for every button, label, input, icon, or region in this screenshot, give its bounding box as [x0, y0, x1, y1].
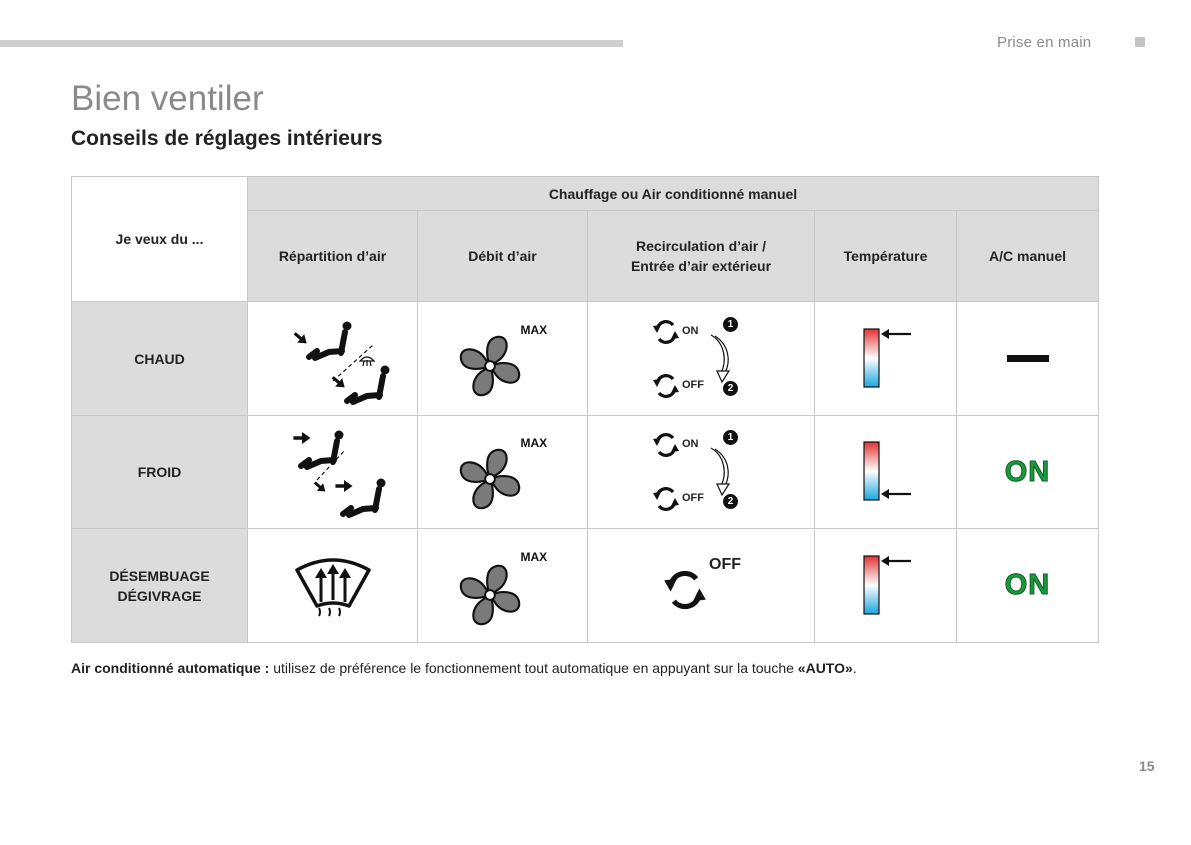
fan-icon [455, 331, 525, 401]
recirc-off-label: OFF [682, 378, 704, 391]
footer-note-key: «AUTO» [797, 660, 853, 676]
footer-note [71, 660, 857, 676]
windshield-defrost-icon [293, 554, 373, 618]
row-header-label: Je veux du ... [72, 177, 248, 302]
footer-note-lead: Air conditionné automatique : [71, 660, 270, 676]
col-header-recirculation [588, 211, 815, 302]
row-label-line1: DÉSEMBUAGE [109, 567, 210, 584]
ac-on-label: ON [1004, 569, 1051, 601]
recirculation-icon [651, 371, 681, 401]
temperature-low-icon [856, 440, 916, 504]
step-2-badge: 2 [723, 494, 738, 509]
air-distribution-cell [248, 302, 418, 416]
temperature-high-icon [856, 554, 916, 618]
fan-icon [455, 444, 525, 514]
air-distribution-cell [248, 416, 418, 529]
fan-icon [455, 560, 525, 630]
col-header-debit: Débit d’air [418, 211, 588, 302]
ac-cell [957, 529, 1099, 643]
col-header-temperature: Température [815, 211, 957, 302]
curved-arrow-icon [707, 446, 737, 498]
recirculation-icon [651, 430, 681, 460]
row-label-froid: FROID [72, 416, 248, 529]
temperature-high-icon [856, 327, 916, 391]
ac-on-label: ON [1004, 455, 1051, 488]
row-label-line2: DÉGIVRAGE [117, 587, 202, 604]
fan-max-label: MAX [520, 549, 548, 564]
ac-cell [957, 302, 1099, 416]
recirculation-icon [651, 317, 681, 347]
air-distribution-cool-icon [273, 422, 393, 522]
fan-speed-cell [418, 416, 588, 529]
fan-speed-cell [418, 302, 588, 416]
col-header-repartition: Répartition d’air [248, 211, 418, 302]
recirc-on-label: ON [682, 324, 699, 337]
col-header-ac: A/C manuel [957, 211, 1099, 302]
recirculation-cell [588, 529, 815, 643]
page-number: 15 [1139, 758, 1155, 774]
recirculation-cell [588, 302, 815, 416]
temperature-cell [815, 416, 957, 529]
table-row [72, 302, 1099, 416]
recirc-off-label: OFF [709, 555, 741, 573]
curved-arrow-icon [707, 333, 737, 385]
step-1-badge: 1 [723, 317, 738, 332]
recirculation-cell [588, 416, 815, 529]
fan-max-label: MAX [520, 322, 548, 337]
fan-max-label: MAX [520, 436, 548, 450]
step-2-badge: 2 [723, 381, 738, 396]
ac-off-dash [1007, 355, 1049, 362]
col-header-recirc-line2: Entrée d’air extérieur [630, 258, 772, 274]
fan-speed-cell [418, 529, 588, 643]
table-row [72, 416, 1099, 529]
group-header: Chauffage ou Air conditionné manuel [248, 177, 1099, 211]
section-label: Prise en main [997, 34, 1092, 51]
settings-table [71, 176, 1099, 643]
col-header-recirc-line1: Recirculation d’air / [636, 238, 766, 254]
footer-note-end: . [852, 660, 857, 676]
step-1-badge: 1 [723, 430, 738, 445]
section-marker [1135, 37, 1145, 47]
recirc-on-label: ON [682, 438, 699, 450]
recirc-off-label: OFF [682, 492, 704, 504]
recirculation-icon [651, 484, 681, 514]
air-distribution-cell [248, 529, 418, 643]
footer-note-text: utilisez de préférence le fonctionnement tout automatique en appuyant sur la touche [269, 660, 798, 676]
page-title: Bien ventiler [71, 79, 264, 118]
air-distribution-warm-icon [263, 309, 403, 409]
top-divider-bar [0, 40, 623, 47]
table-row [72, 529, 1099, 643]
temperature-cell [815, 529, 957, 643]
page-subtitle: Conseils de réglages intérieurs [71, 127, 383, 150]
row-label-chaud: CHAUD [72, 302, 248, 416]
recirculation-icon [661, 566, 709, 614]
ac-cell [957, 416, 1099, 529]
row-label-desembuage [72, 529, 248, 643]
temperature-cell [815, 302, 957, 416]
